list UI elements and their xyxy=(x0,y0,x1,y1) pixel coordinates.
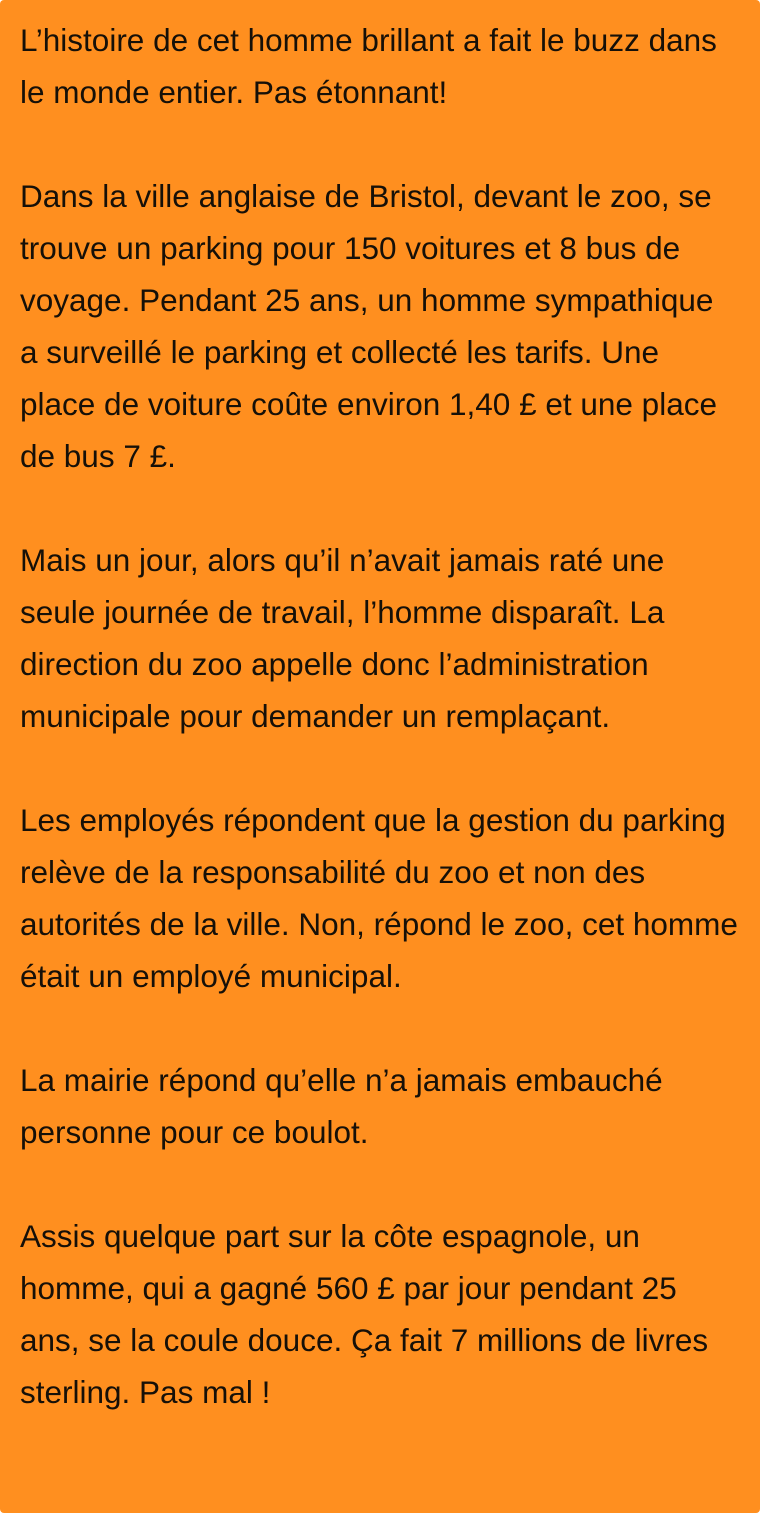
story-paragraph-disappearance: Mais un jour, alors qu’il n’avait jamais raté une seule journée de travail, l’homme disparaît. La direction du zoo appelle donc l’administration municipale pour demander un remplaçant. xyxy=(20,542,665,734)
story-paragraph-employees: Les employés répondent que la gestion du parking relève de la responsabilité du zoo et non des autorités de la ville. Non, répond le zoo, cet homme était un employé municipal. xyxy=(20,802,738,994)
story-paragraph-parking: Dans la ville anglaise de Bristol, devant le zoo, se trouve un parking pour 150 voitures et 8 bus de voyage. Pendant 25 ans, un homme sympathique a surveillé le parking et collecté les tarifs. Une place de voiture coûte environ 1,40 £ et une place de bus 7 £. xyxy=(20,178,717,474)
story-paragraph-ending: Assis quelque part sur la côte espagnole, un homme, qui a gagné 560 £ par jour pendant 25 ans, se la coule douce. Ça fait 7 millions de livres sterling. Pas mal ! xyxy=(20,1218,709,1410)
story-paragraph-intro: L’histoire de cet homme brillant a fait le buzz dans le monde entier. Pas étonnant! xyxy=(20,22,717,110)
story-paragraph-mayor: La mairie répond qu’elle n’a jamais embauché personne pour ce boulot. xyxy=(20,1062,663,1150)
